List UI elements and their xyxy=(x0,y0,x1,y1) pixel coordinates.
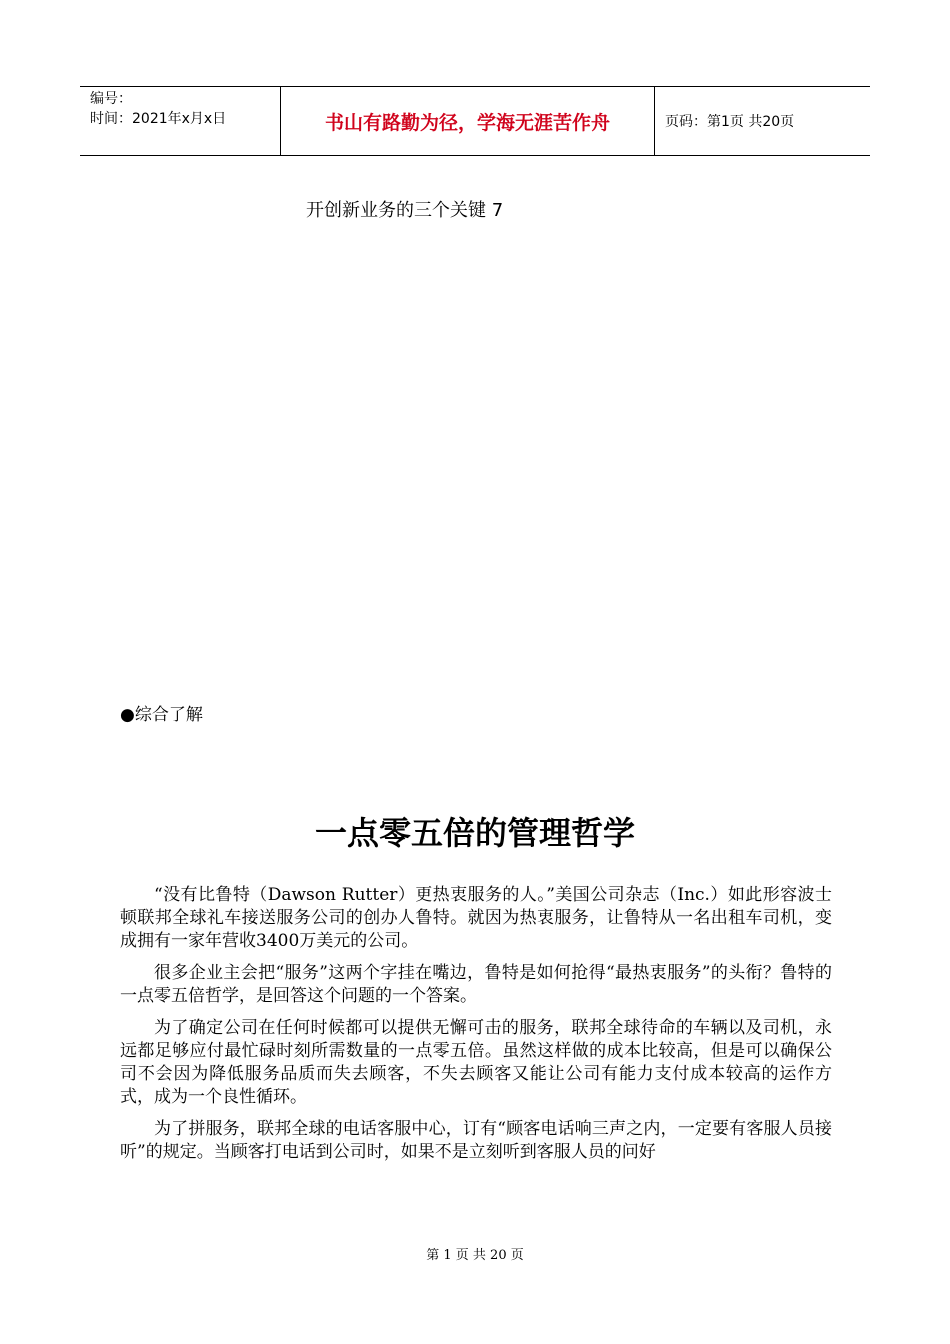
header-table xyxy=(80,86,870,156)
document-time-label: 时间：2021年x月x日 xyxy=(90,111,227,127)
paragraph: 为了拼服务，联邦全球的电话客服中心，订有“顾客电话响三声之内，一定要有客服人员接听”的规定。当顾客打电话到公司时，如果不是立刻听到客服人员的问好 xyxy=(120,1119,832,1162)
paragraph: 很多企业主会把“服务”这两个字挂在嘴边，鲁特是如何抢得“最热衷服务”的头衔？鲁特的一点零五倍哲学，是回答这个问题的一个答案。 xyxy=(120,963,832,1006)
header-info-cell xyxy=(80,87,281,155)
section-label: ●综合了解 xyxy=(120,705,203,725)
header-page-info: 页码：第1页 共20页 xyxy=(665,114,795,130)
header-motto: 书山有路勤为径，学海无涯苦作舟 xyxy=(281,87,655,155)
page-footer: 第 1 页 共 20 页 xyxy=(426,1248,524,1263)
paragraph: 为了确定公司在任何时候都可以提供无懈可击的服务，联邦全球待命的车辆以及司机，永远都足够应付最忙碌时刻所需数量的一点零五倍。虽然这样做的成本比较高，但是可以确保公司不会因为降低服务品质而失去顾客，不失去顾客又能让公司有能力支付成本较高的运作方式，成为一个良性循环。 xyxy=(120,1018,832,1107)
article-title: 一点零五倍的管理哲学 xyxy=(314,814,635,852)
document-number-label: 编号： xyxy=(90,91,132,107)
article-body xyxy=(120,884,832,1173)
paragraph: “没有比鲁特（Dawson Rutter）更热衷服务的人。”美国公司杂志（Inc.）如此形容波士顿联邦全球礼车接送服务公司的创办人鲁特。就因为热衷服务，让鲁特从一名出租车司机，变成拥有一家年营收3400万美元的公司。 xyxy=(120,885,832,951)
document-subtitle: 开创新业务的三个关键 7 xyxy=(306,200,504,221)
